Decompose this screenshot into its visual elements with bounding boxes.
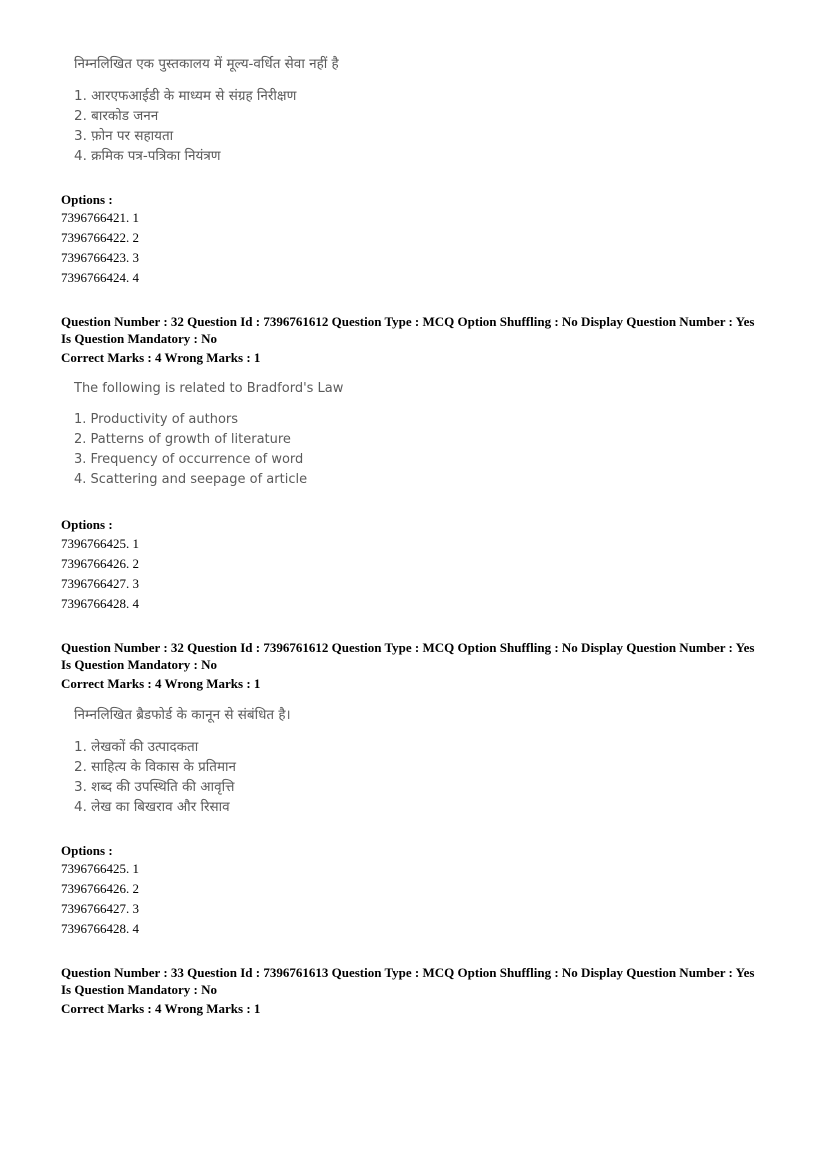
question-meta-line-3: Correct Marks : 4 Wrong Marks : 1 bbox=[61, 676, 261, 691]
option-1: 7396766421. 1 bbox=[61, 210, 139, 225]
question-text: निम्नलिखित ब्रैडफोर्ड के कानून से संबंधित है। bbox=[74, 707, 291, 723]
question-text: The following is related to Bradford's Law bbox=[74, 381, 344, 396]
question-item-4: 4. Scattering and seepage of article bbox=[74, 472, 308, 487]
options-label: Options : bbox=[61, 517, 113, 532]
question-item-4: 4. क्रमिक पत्र-पत्रिका नियंत्रण bbox=[74, 148, 221, 164]
question-item-2: 2. बारकोड जनन bbox=[74, 108, 159, 124]
option-1: 7396766425. 1 bbox=[61, 861, 139, 876]
question-meta bbox=[61, 639, 754, 692]
question-item-1: 1. लेखकों की उत्पादकता bbox=[74, 739, 199, 755]
question-meta bbox=[61, 964, 754, 1017]
question-meta-line-2: Is Question Mandatory : No bbox=[61, 982, 218, 997]
question-item-3: 3. Frequency of occurrence of word bbox=[74, 452, 304, 467]
question-image-value-added-service bbox=[74, 54, 339, 166]
option-3: 7396766423. 3 bbox=[61, 250, 139, 265]
question-image-bradford-english bbox=[74, 381, 343, 490]
option-2: 7396766422. 2 bbox=[61, 230, 139, 245]
option-4: 7396766424. 4 bbox=[61, 270, 139, 285]
question-image-bradford-hindi bbox=[74, 705, 291, 817]
question-meta-line-2: Is Question Mandatory : No bbox=[61, 657, 218, 672]
option-3: 7396766427. 3 bbox=[61, 576, 139, 591]
question-meta-line-1: Question Number : 32 Question Id : 7396761612 Question Type : MCQ Option Shuffling : No Display Question Number : Yes bbox=[61, 640, 755, 655]
question-item-1: 1. आरएफआईडी के माध्यम से संग्रह निरीक्षण bbox=[74, 88, 297, 104]
question-text: निम्नलिखित एक पुस्तकालय में मूल्य-वर्धित सेवा नहीं है bbox=[74, 56, 339, 72]
options-list bbox=[61, 859, 139, 939]
question-item-4: 4. लेख का बिखराव और रिसाव bbox=[74, 799, 230, 815]
question-meta bbox=[61, 313, 754, 366]
option-3: 7396766427. 3 bbox=[61, 901, 139, 916]
options-label: Options : bbox=[61, 192, 113, 207]
question-item-1: 1. Productivity of authors bbox=[74, 412, 239, 427]
option-4: 7396766428. 4 bbox=[61, 921, 139, 936]
options-label: Options : bbox=[61, 843, 113, 858]
option-2: 7396766426. 2 bbox=[61, 556, 139, 571]
question-item-2: 2. Patterns of growth of literature bbox=[74, 432, 291, 447]
question-meta-line-3: Correct Marks : 4 Wrong Marks : 1 bbox=[61, 1001, 261, 1016]
question-meta-line-3: Correct Marks : 4 Wrong Marks : 1 bbox=[61, 350, 261, 365]
question-meta-line-1: Question Number : 32 Question Id : 7396761612 Question Type : MCQ Option Shuffling : No Display Question Number : Yes bbox=[61, 314, 755, 329]
option-4: 7396766428. 4 bbox=[61, 596, 139, 611]
question-item-3: 3. शब्द की उपस्थिति की आवृत्ति bbox=[74, 779, 235, 795]
options-list bbox=[61, 208, 139, 288]
options-list bbox=[61, 534, 139, 614]
option-1: 7396766425. 1 bbox=[61, 536, 139, 551]
question-meta-line-2: Is Question Mandatory : No bbox=[61, 331, 218, 346]
question-item-3: 3. फ़ोन पर सहायता bbox=[74, 128, 174, 144]
question-meta-line-1: Question Number : 33 Question Id : 7396761613 Question Type : MCQ Option Shuffling : No Display Question Number : Yes bbox=[61, 965, 755, 980]
question-item-2: 2. साहित्य के विकास के प्रतिमान bbox=[74, 759, 237, 775]
option-2: 7396766426. 2 bbox=[61, 881, 139, 896]
